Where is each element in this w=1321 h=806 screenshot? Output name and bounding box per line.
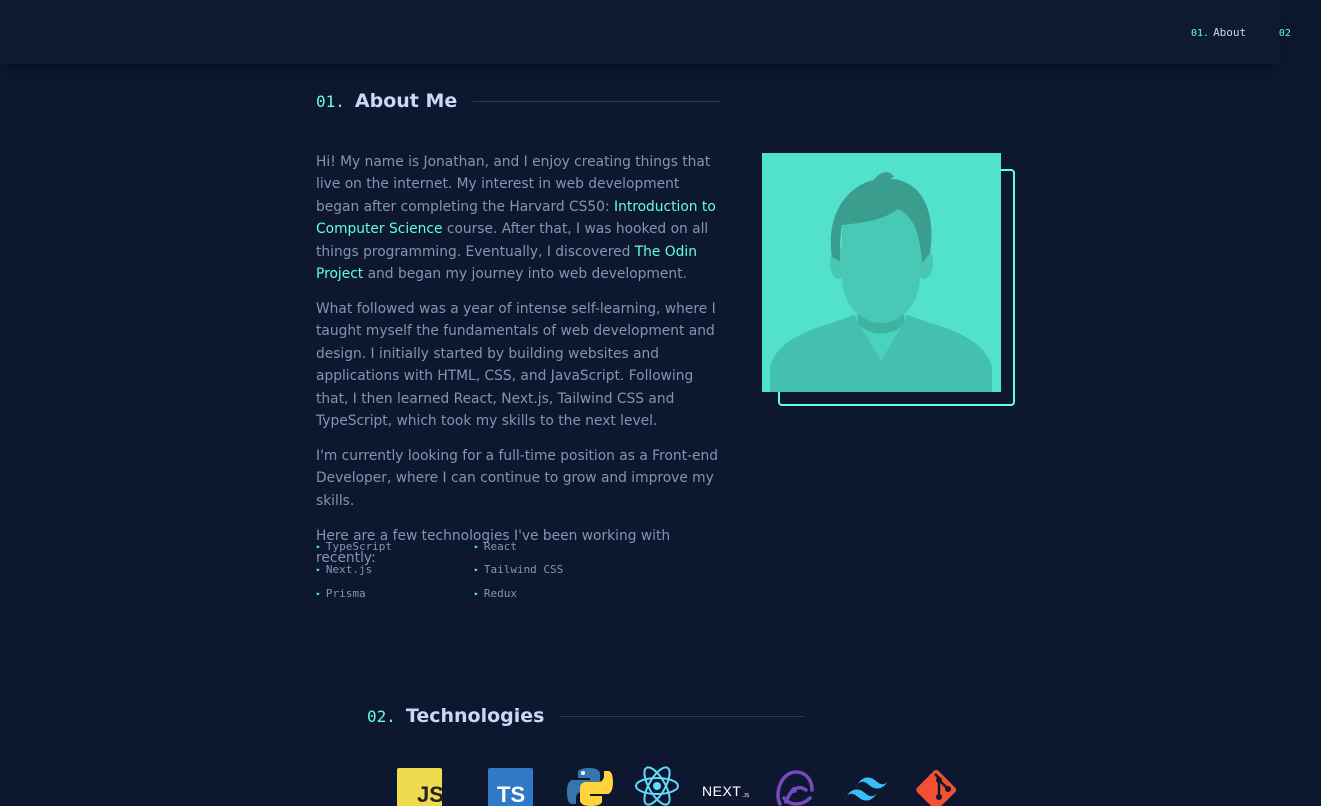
section-title: Technologies [405, 705, 545, 727]
nav-link-technologies[interactable] [1279, 26, 1295, 39]
tech-name: Prisma [325, 586, 366, 600]
about-heading [316, 90, 720, 112]
bullet-icon: ▸ [474, 542, 479, 551]
avatar-silhouette-icon [762, 153, 1001, 392]
tech-name: Next.js [325, 563, 373, 577]
nextjs-icon [702, 766, 752, 806]
typescript-icon [488, 766, 533, 806]
technology-icons [0, 766, 1280, 806]
tech-name: TypeScript [325, 540, 393, 553]
bullet-icon: ▸ [316, 565, 321, 575]
tech-list-item [316, 538, 474, 557]
heading-divider [560, 716, 804, 717]
bullet-icon: ▸ [474, 565, 479, 575]
tech-list-item [474, 561, 632, 580]
typescript-icon-text: TS [497, 782, 526, 806]
section-title: About Me [354, 90, 458, 112]
about-text [316, 151, 724, 582]
tech-list [316, 538, 636, 604]
redux-icon [772, 766, 816, 806]
about-paragraph-2: What followed was a year of intense self-learning, where I taught myself the fundamentals of web development and design. I initially started by building websites and applications with HTML, CSS, and JavaScript. Following that, I then learned React, Next.js, Tailwind CSS and TypeScript, which took my skills to the next level. [316, 300, 716, 429]
paragraph-text: and began my journey into web development. [363, 266, 687, 283]
bullet-icon: ▸ [316, 542, 321, 551]
javascript-icon-text: JS [417, 782, 444, 806]
nextjs-icon-text: NEXT [702, 783, 742, 799]
tech-name: Tailwind CSS [483, 563, 564, 577]
nav-number: 01. [1191, 28, 1210, 39]
bullet-icon: ▸ [474, 588, 479, 598]
nextjs-icon-sub: .JS [742, 793, 750, 799]
section-number: 02. [367, 706, 396, 726]
tech-name: React [483, 540, 517, 553]
about-paragraph-1 [316, 151, 724, 285]
react-icon [634, 766, 680, 806]
odin-project-link[interactable]: The Odin Project [316, 243, 697, 283]
profile-photo [762, 153, 1001, 392]
tech-name: Redux [483, 586, 517, 600]
git-icon [918, 766, 960, 806]
tailwind-icon [845, 766, 889, 806]
paragraph-text: Hi! My name is Jonathan, and I enjoy creating things that live on the internet. My interest in web development began after completing the Harvard CS50: [316, 154, 711, 215]
nav-link-about[interactable] [1191, 26, 1246, 39]
bullet-icon: ▸ [316, 588, 321, 598]
technologies-heading [367, 705, 804, 727]
python-icon [567, 766, 613, 806]
section-number: 01. [316, 91, 345, 111]
about-paragraph-4: Here are a few technologies I've been working with recently: [316, 527, 671, 566]
main-nav [1191, 26, 1321, 39]
tech-list-item [474, 538, 632, 557]
heading-divider [473, 101, 720, 102]
paragraph-text: course. After that, I was hooked on all things programming. Eventually, I discovered [316, 221, 709, 260]
about-paragraph-3: I'm currently looking for a full-time position as a Front-end Developer, where I can continue to grow and improve my skills. [316, 447, 719, 509]
tech-list-item [316, 561, 474, 580]
site-header [0, 0, 1291, 64]
cs50-link[interactable]: Introduction to Computer Science [316, 198, 716, 238]
nav-number: 02 [1278, 28, 1291, 39]
nav-label: About [1213, 26, 1247, 39]
javascript-icon [397, 766, 442, 806]
tech-list-item [474, 585, 632, 604]
tech-list-item [316, 585, 474, 604]
